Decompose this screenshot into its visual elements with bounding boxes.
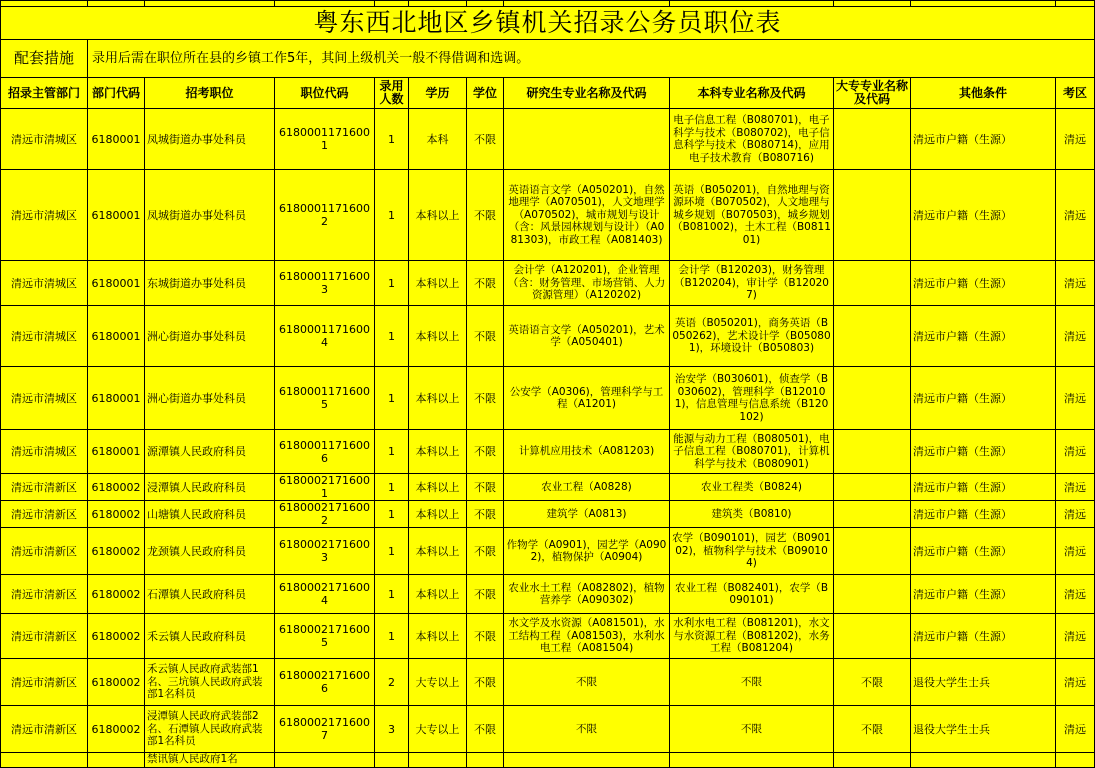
cell-ug-major[interactable] [670,753,834,768]
cell-position[interactable]: 东城街道办事处科员 [145,261,275,306]
header-ug-major[interactable]: 本科专业名称及代码 [670,78,834,109]
cell-num[interactable]: 1 [375,261,409,306]
cell-jc-major[interactable] [834,614,911,659]
cell-dept-code[interactable] [88,753,145,768]
cell-degree[interactable]: 不限 [467,261,504,306]
cell-zone[interactable]: 清远 [1056,430,1095,474]
header-degree[interactable]: 学位 [467,78,504,109]
cell-dept-code[interactable]: 6180002 [88,474,145,501]
cell-dept-code[interactable]: 6180001 [88,306,145,367]
cell-num[interactable]: 1 [375,575,409,614]
cell-other[interactable]: 清远市户籍（生源） [911,109,1056,170]
header-position[interactable]: 招考职位 [145,78,275,109]
measures-text[interactable]: 录用后需在职位所在县的乡镇工作5年，其间上级机关一般不得借调和选调。 [88,40,1095,78]
sheet-title[interactable]: 粤东西北地区乡镇机关招录公务员职位表 [1,7,1095,40]
cell-position-code[interactable]: 61800011716002 [275,170,375,261]
cell-ug-major[interactable]: 建筑类（B0810) [670,501,834,528]
cell-position-code[interactable]: 61800021716001 [275,474,375,501]
cell-dept-code[interactable]: 6180001 [88,170,145,261]
header-dept[interactable]: 招录主管部门 [1,78,88,109]
cell-zone[interactable]: 清远 [1056,706,1095,753]
cell-degree[interactable]: 不限 [467,474,504,501]
cell-zone[interactable]: 清远 [1056,474,1095,501]
cell-jc-major[interactable] [834,501,911,528]
cell-position[interactable]: 禾云镇人民政府武装部1名、三坑镇人民政府武装部1名科员 [145,659,275,706]
table-row [1,430,1095,474]
cell-education[interactable]: 大专以上 [409,706,467,753]
cell-education[interactable] [409,753,467,768]
cell-zone[interactable]: 清远 [1056,528,1095,575]
table-row [1,706,1095,753]
cell-zone[interactable]: 清远 [1056,367,1095,430]
cell-ug-major[interactable]: 英语（B050201)，商务英语（B050262)，艺术设计学（B050801)，环境设计（B050803) [670,306,834,367]
cell-num[interactable]: 2 [375,659,409,706]
cell-ug-major[interactable]: 不限 [670,706,834,753]
cell-dept[interactable] [1,753,88,768]
header-dept-code[interactable]: 部门代码 [88,78,145,109]
cell-other[interactable]: 清远市户籍（生源） [911,614,1056,659]
cell-dept[interactable]: 清远市清城区 [1,109,88,170]
table-row [1,367,1095,430]
table-row [1,170,1095,261]
cell-degree[interactable]: 不限 [467,706,504,753]
cell-grad-major[interactable]: 会计学（A120201)，企业管理（含：财务管理、市场营销、人力资源管理）（A120202) [504,261,670,306]
header-position-code[interactable]: 职位代码 [275,78,375,109]
cell-dept[interactable]: 清远市清新区 [1,706,88,753]
cell-dept[interactable]: 清远市清城区 [1,367,88,430]
cell-num[interactable]: 1 [375,614,409,659]
cell-dept[interactable]: 清远市清城区 [1,430,88,474]
cell-jc-major[interactable] [834,430,911,474]
cell-education[interactable]: 本科以上 [409,474,467,501]
measures-label[interactable]: 配套措施 [1,40,88,78]
cell-grad-major[interactable]: 作物学（A0901)，园艺学（A0902)，植物保护（A0904) [504,528,670,575]
cell-position[interactable]: 源潭镇人民政府科员 [145,430,275,474]
cell-dept-code[interactable]: 6180002 [88,614,145,659]
cell-jc-major[interactable] [834,575,911,614]
cell-degree[interactable]: 不限 [467,614,504,659]
cell-other[interactable]: 清远市户籍（生源） [911,474,1056,501]
cell-education[interactable]: 本科以上 [409,614,467,659]
cell-jc-major[interactable] [834,753,911,768]
cell-num[interactable]: 1 [375,501,409,528]
cell-dept[interactable]: 清远市清城区 [1,170,88,261]
cell-ug-major[interactable]: 农学（B090101)，园艺（B090102)，植物科学与技术（B090104) [670,528,834,575]
cell-zone[interactable]: 清远 [1056,170,1095,261]
cell-other[interactable]: 清远市户籍（生源） [911,575,1056,614]
table-row [1,575,1095,614]
cell-grad-major[interactable] [504,753,670,768]
cell-degree[interactable]: 不限 [467,367,504,430]
cell-grad-major[interactable]: 不限 [504,659,670,706]
cell-education[interactable]: 大专以上 [409,659,467,706]
cell-degree[interactable]: 不限 [467,501,504,528]
cell-ug-major[interactable]: 农业工程类（B0824) [670,474,834,501]
cell-ug-major[interactable]: 不限 [670,659,834,706]
cell-education[interactable]: 本科 [409,109,467,170]
cell-degree[interactable]: 不限 [467,109,504,170]
cell-education[interactable]: 本科以上 [409,575,467,614]
cell-zone[interactable]: 清远 [1056,306,1095,367]
cell-other[interactable]: 清远市户籍（生源） [911,528,1056,575]
cell-position-code[interactable]: 61800011716006 [275,430,375,474]
cell-num[interactable]: 1 [375,528,409,575]
cell-zone[interactable]: 清远 [1056,575,1095,614]
table-row [1,261,1095,306]
cell-jc-major[interactable] [834,367,911,430]
cell-dept-code[interactable]: 6180001 [88,109,145,170]
header-num[interactable]: 录用人数 [375,78,409,109]
table-row [1,474,1095,501]
cell-position-code[interactable]: 61800021716002 [275,501,375,528]
cell-dept[interactable]: 清远市清新区 [1,614,88,659]
cell-zone[interactable]: 清远 [1056,109,1095,170]
cell-other[interactable]: 退役大学生士兵 [911,659,1056,706]
header-education[interactable]: 学历 [409,78,467,109]
cell-other[interactable]: 退役大学生士兵 [911,706,1056,753]
cell-num[interactable]: 1 [375,306,409,367]
cell-dept[interactable]: 清远市清新区 [1,575,88,614]
table-row-partial [1,753,1095,768]
table-row [1,306,1095,367]
cell-position[interactable]: 凤城街道办事处科员 [145,109,275,170]
column-header-row [1,78,1095,109]
header-jc-major[interactable]: 大专专业名称及代码 [834,78,911,109]
cell-position[interactable]: 浸潭镇人民政府科员 [145,474,275,501]
cell-degree[interactable]: 不限 [467,528,504,575]
cell-position-code[interactable]: 61800021716003 [275,528,375,575]
cell-jc-major[interactable]: 不限 [834,706,911,753]
cell-other[interactable]: 清远市户籍（生源） [911,501,1056,528]
cell-position-code[interactable]: 61800021716005 [275,614,375,659]
cell-degree[interactable]: 不限 [467,430,504,474]
cell-dept[interactable]: 清远市清新区 [1,474,88,501]
header-other[interactable]: 其他条件 [911,78,1056,109]
cell-position[interactable]: 山塘镇人民政府科员 [145,501,275,528]
cell-position-code[interactable]: 61800011716005 [275,367,375,430]
cell-dept-code[interactable]: 6180002 [88,575,145,614]
cell-num[interactable]: 1 [375,430,409,474]
cell-dept-code[interactable]: 6180001 [88,367,145,430]
cell-grad-major[interactable]: 不限 [504,706,670,753]
cell-zone[interactable]: 清远 [1056,261,1095,306]
cell-education[interactable]: 本科以上 [409,528,467,575]
cell-position-code[interactable]: 61800011716003 [275,261,375,306]
cell-num[interactable]: 1 [375,474,409,501]
cell-position[interactable]: 石潭镇人民政府科员 [145,575,275,614]
cell-education[interactable]: 本科以上 [409,261,467,306]
table-row [1,501,1095,528]
cell-position[interactable]: 凤城街道办事处科员 [145,170,275,261]
cell-ug-major[interactable]: 会计学（B120203)，财务管理（B120204)，审计学（B120207) [670,261,834,306]
cell-num[interactable]: 1 [375,170,409,261]
cell-degree[interactable]: 不限 [467,306,504,367]
cell-position-code[interactable]: 61800021716007 [275,706,375,753]
cell-degree[interactable] [467,753,504,768]
cell-position[interactable]: 洲心街道办事处科员 [145,306,275,367]
cell-jc-major[interactable] [834,474,911,501]
cell-jc-major[interactable] [834,306,911,367]
cell-position[interactable]: 禾云镇人民政府科员 [145,614,275,659]
cell-dept-code[interactable]: 6180002 [88,706,145,753]
cell-position-code[interactable]: 61800021716006 [275,659,375,706]
cell-dept-code[interactable]: 6180001 [88,430,145,474]
cell-zone[interactable]: 清远 [1056,501,1095,528]
cell-ug-major[interactable]: 农业工程（B082401)，农学（B090101) [670,575,834,614]
cell-grad-major[interactable]: 建筑学（A0813) [504,501,670,528]
cell-other[interactable] [911,753,1056,768]
cell-degree[interactable]: 不限 [467,659,504,706]
cell-grad-major[interactable]: 农业工程（A0828) [504,474,670,501]
header-grad-major[interactable]: 研究生专业名称及代码 [504,78,670,109]
cell-grad-major[interactable]: 计算机应用技术（A081203) [504,430,670,474]
cell-jc-major[interactable] [834,261,911,306]
table-row [1,659,1095,706]
cell-other[interactable]: 清远市户籍（生源） [911,306,1056,367]
cell-num[interactable]: 1 [375,367,409,430]
table-row [1,528,1095,575]
cell-jc-major[interactable] [834,170,911,261]
cell-num[interactable]: 3 [375,706,409,753]
cell-dept-code[interactable]: 6180001 [88,261,145,306]
cell-num[interactable]: 1 [375,109,409,170]
cell-other[interactable]: 清远市户籍（生源） [911,170,1056,261]
cell-ug-major[interactable]: 电子信息工程（B080701)，电子科学与技术（B080702)，电子信息科学与技术（B080714)，应用电子技术教育（B080716) [670,109,834,170]
measures-row [1,40,1095,78]
cell-dept[interactable]: 清远市清新区 [1,528,88,575]
cell-position-code[interactable]: 61800011716001 [275,109,375,170]
cell-dept[interactable]: 清远市清新区 [1,659,88,706]
cell-degree[interactable]: 不限 [467,575,504,614]
cell-ug-major[interactable]: 能源与动力工程（B080501)，电子信息工程（B080701)，计算机科学与技术（B080901) [670,430,834,474]
cell-grad-major[interactable]: 农业水土工程（A082802)，植物营养学（A090302) [504,575,670,614]
cell-jc-major[interactable]: 不限 [834,659,911,706]
cell-other[interactable]: 清远市户籍（生源） [911,430,1056,474]
cell-position[interactable]: 禁讯镇人民政府1名 [145,753,275,768]
cell-position[interactable]: 浸潭镇人民政府武装部2名、石潭镇人民政府武装部1名科员 [145,706,275,753]
cell-dept-code[interactable]: 6180002 [88,659,145,706]
cell-grad-major[interactable]: 水文学及水资源（A081501)，水工结构工程（A081503)，水利水电工程（A081504) [504,614,670,659]
cell-education[interactable]: 本科以上 [409,170,467,261]
cell-num[interactable] [375,753,409,768]
cell-other[interactable]: 清远市户籍（生源） [911,261,1056,306]
cell-dept-code[interactable]: 6180002 [88,528,145,575]
cell-dept[interactable]: 清远市清城区 [1,306,88,367]
table-row [1,614,1095,659]
cell-zone[interactable]: 清远 [1056,659,1095,706]
cell-jc-major[interactable] [834,109,911,170]
cell-dept-code[interactable]: 6180002 [88,501,145,528]
cell-degree[interactable]: 不限 [467,170,504,261]
cell-education[interactable]: 本科以上 [409,306,467,367]
cell-ug-major[interactable]: 英语（B050201)，自然地理与资源环境（B070502)，人文地理与城乡规划（B070503)，城乡规划（B081002)，土木工程（B081101) [670,170,834,261]
cell-ug-major[interactable]: 水利水电工程（B081201)，水文与水资源工程（B081202)，水务工程（B081204) [670,614,834,659]
cell-zone[interactable] [1056,753,1095,768]
cell-dept[interactable]: 清远市清城区 [1,261,88,306]
cell-education[interactable]: 本科以上 [409,501,467,528]
cell-ug-major[interactable]: 治安学（B030601)，侦查学（B030602)，管理科学（B120101)，信息管理与信息系统（B120102) [670,367,834,430]
cell-dept[interactable]: 清远市清新区 [1,501,88,528]
cell-grad-major[interactable]: 英语语言文学（A050201)，自然地理学（A070501)，人文地理学（A070502)，城市规划与设计（含：风景园林规划与设计）（A081303)，市政工程（A081403) [504,170,670,261]
cell-position[interactable]: 龙颈镇人民政府科员 [145,528,275,575]
cell-grad-major[interactable]: 公安学（A0306)，管理科学与工程（A1201) [504,367,670,430]
cell-grad-major[interactable]: 英语语言文学（A050201)，艺术学（A050401) [504,306,670,367]
cell-education[interactable]: 本科以上 [409,430,467,474]
cell-position-code[interactable] [275,753,375,768]
cell-position-code[interactable]: 61800011716004 [275,306,375,367]
title-row [1,7,1095,40]
cell-position-code[interactable]: 61800021716004 [275,575,375,614]
cell-education[interactable]: 本科以上 [409,367,467,430]
cell-zone[interactable]: 清远 [1056,614,1095,659]
table-row [1,109,1095,170]
cell-jc-major[interactable] [834,528,911,575]
cell-other[interactable]: 清远市户籍（生源） [911,367,1056,430]
cell-grad-major[interactable] [504,109,670,170]
header-zone[interactable]: 考区 [1056,78,1095,109]
cell-position[interactable]: 洲心街道办事处科员 [145,367,275,430]
